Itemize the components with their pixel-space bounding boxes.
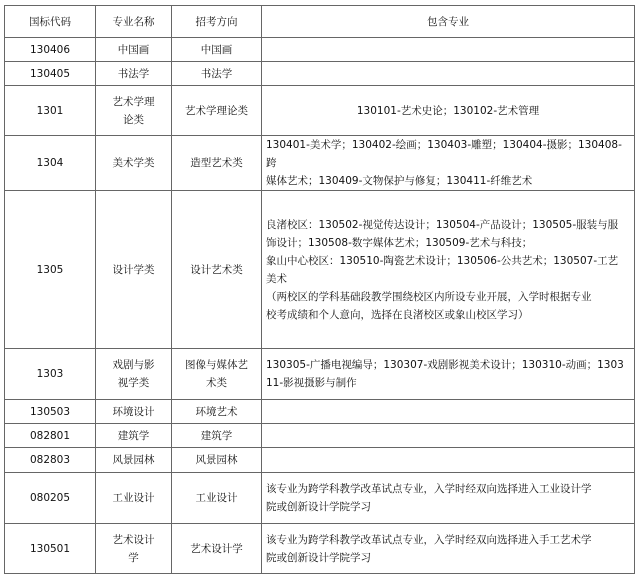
- cell-content-line: 130305-广播电视编导；130307-戏剧影视美术设计；130310-动画；1303: [266, 359, 624, 371]
- cell-code: 1301: [5, 86, 96, 136]
- majors-table-wrapper: [4, 5, 635, 574]
- header-major: 专业名称: [96, 6, 172, 38]
- cell-major-line: 戏剧与影: [112, 359, 155, 371]
- cell-direction-line: 环境艺术: [195, 405, 238, 418]
- cell-content-line: 校考成绩和个人意向，选择在良渚校区或象山校区学习）: [266, 308, 529, 321]
- table-row: [5, 424, 635, 448]
- cell-content: [262, 62, 635, 86]
- cell-code: 1305: [5, 191, 96, 349]
- cell-major: [96, 400, 172, 424]
- cell-direction-line: 建筑学: [200, 429, 233, 442]
- cell-major-line: 艺术设计: [112, 533, 155, 546]
- table-row: [5, 38, 635, 62]
- table-row: [5, 400, 635, 424]
- cell-major: [96, 86, 172, 136]
- cell-content: [262, 349, 635, 400]
- cell-code: 130501: [5, 524, 96, 574]
- cell-code: 1304: [5, 136, 96, 191]
- cell-content-line: 美术: [266, 272, 287, 285]
- cell-direction: [172, 62, 262, 86]
- cell-major-line: 风景园林: [112, 454, 155, 466]
- cell-content-line: 该专业为跨学科教学改革试点专业，入学时经双向选择进入工业设计学: [266, 483, 592, 495]
- cell-content: [262, 86, 635, 136]
- cell-content-line: 院或创新设计学院学习: [266, 551, 371, 564]
- cell-major-line: 中国画: [117, 43, 150, 56]
- table-row: [5, 62, 635, 86]
- cell-major-line: 建筑学: [117, 429, 150, 442]
- table-row: [5, 136, 635, 191]
- cell-content-line: 该专业为跨学科教学改革试点专业，入学时经双向选择进入手工艺术学: [266, 533, 592, 546]
- cell-content-line: 130101-艺术史论；130102-艺术管理: [356, 104, 540, 117]
- cell-direction: [172, 424, 262, 448]
- table-row: [5, 191, 635, 349]
- cell-direction: [172, 448, 262, 473]
- cell-content: [262, 448, 635, 473]
- cell-direction: [172, 400, 262, 424]
- header-content: 包含专业: [262, 6, 635, 38]
- cell-major-line: 美术学类: [112, 157, 155, 169]
- cell-major: [96, 191, 172, 349]
- cell-major-line: 学: [128, 551, 139, 564]
- table-row: [5, 473, 635, 524]
- cell-major-line: 环境设计: [112, 405, 155, 418]
- cell-major: [96, 136, 172, 191]
- cell-major: [96, 448, 172, 473]
- cell-direction: [172, 136, 262, 191]
- cell-direction: [172, 473, 262, 524]
- cell-content-line: 媒体艺术；130409-文物保护与修复；130411-纤维艺术: [266, 175, 533, 187]
- cell-code: 1303: [5, 349, 96, 400]
- cell-direction-line: 工业设计: [195, 492, 238, 504]
- cell-major-line: 论类: [123, 113, 144, 126]
- cell-direction: [172, 38, 262, 62]
- cell-direction-line: 设计艺术类: [190, 263, 243, 276]
- header-code: 国标代码: [5, 6, 96, 38]
- cell-content-line: （两校区的学科基础段教学围绕校区内所设专业开展，入学时根据专业: [266, 290, 592, 303]
- table-row: [5, 86, 635, 136]
- cell-content: [262, 400, 635, 424]
- cell-major-line: 视学类: [117, 377, 150, 389]
- cell-content: [262, 136, 635, 191]
- table-header-row: [5, 6, 635, 38]
- cell-code: 080205: [5, 473, 96, 524]
- cell-major: [96, 38, 172, 62]
- cell-code: 130406: [5, 38, 96, 62]
- cell-content: [262, 524, 635, 574]
- cell-direction: [172, 524, 262, 574]
- cell-code: 082803: [5, 448, 96, 473]
- table-row: [5, 349, 635, 400]
- cell-direction: [172, 191, 262, 349]
- header-direction: 招考方向: [172, 6, 262, 38]
- cell-content: [262, 38, 635, 62]
- table-row: [5, 448, 635, 473]
- cell-content: [262, 424, 635, 448]
- cell-major-line: 工业设计: [112, 492, 155, 504]
- cell-major-line: 艺术学理: [112, 95, 155, 108]
- cell-content: [262, 473, 635, 524]
- cell-direction-line: 艺术学理论类: [185, 104, 248, 117]
- cell-direction-line: 中国画: [200, 43, 233, 56]
- cell-major: [96, 524, 172, 574]
- cell-direction-line: 术类: [206, 377, 227, 389]
- cell-direction-line: 艺术设计学: [190, 542, 243, 555]
- cell-code: 130503: [5, 400, 96, 424]
- cell-major: [96, 349, 172, 400]
- cell-content-line: 130401-美术学；130402-绘画；130403-雕塑；130404-摄影；130408-跨: [266, 139, 622, 169]
- majors-table: [4, 5, 635, 574]
- cell-code: 082801: [5, 424, 96, 448]
- cell-major-line: 设计学类: [112, 263, 155, 276]
- cell-content-line: 11-影视摄影与制作: [266, 377, 357, 389]
- cell-direction: [172, 86, 262, 136]
- cell-code: 130405: [5, 62, 96, 86]
- cell-content: [262, 191, 635, 349]
- cell-direction-line: 书法学: [200, 67, 233, 80]
- cell-content-line: 象山中心校区：130510-陶瓷艺术设计；130506-公共艺术；130507-工艺: [266, 254, 619, 267]
- cell-direction: [172, 349, 262, 400]
- cell-content-line: 良渚校区：130502-视觉传达设计；130504-产品设计；130505-服装与服: [266, 218, 619, 231]
- cell-major: [96, 473, 172, 524]
- table-row: [5, 524, 635, 574]
- cell-direction-line: 造型艺术类: [190, 157, 243, 169]
- cell-major-line: 书法学: [117, 67, 150, 80]
- cell-major: [96, 424, 172, 448]
- cell-direction-line: 风景园林: [195, 454, 238, 466]
- cell-content-line: 院或创新设计学院学习: [266, 501, 371, 513]
- cell-direction-line: 图像与媒体艺: [185, 359, 248, 371]
- cell-major: [96, 62, 172, 86]
- cell-content-line: 饰设计；130508-数字媒体艺术；130509-艺术与科技；: [266, 236, 533, 249]
